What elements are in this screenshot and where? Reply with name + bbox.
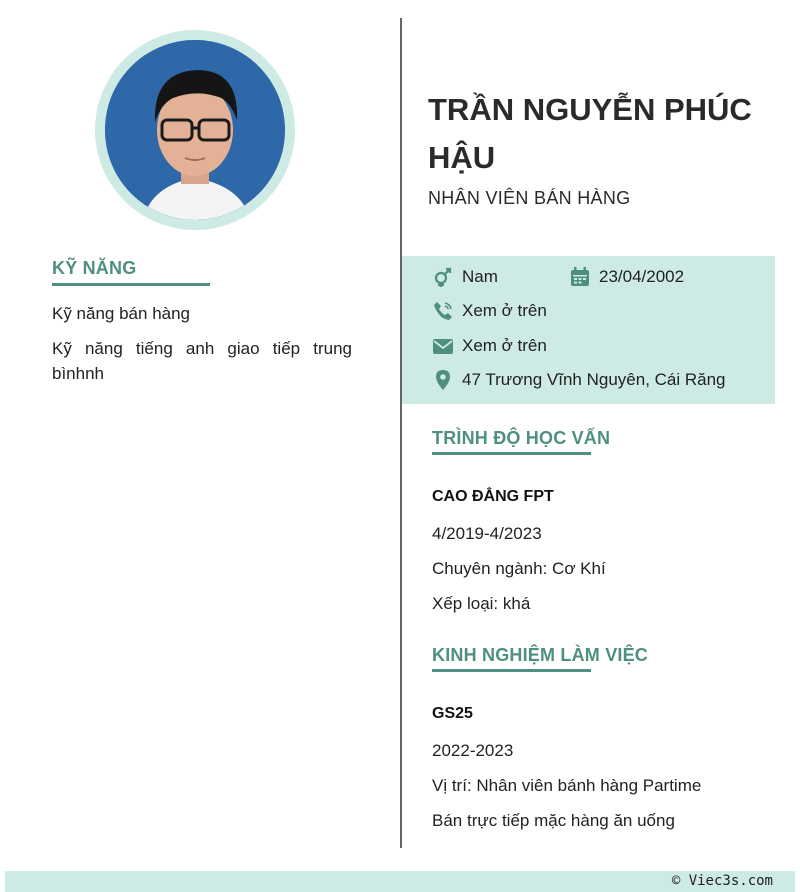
contact-gender: [432, 266, 498, 288]
education-grade: Xếp loại: khá: [432, 594, 531, 613]
contact-phone: [432, 300, 547, 322]
birthday-value: 23/04/2002: [599, 267, 685, 286]
education-major: Chuyên ngành: Cơ Khí: [432, 559, 606, 578]
phone-value: Xem ở trên: [462, 301, 547, 320]
education-school: CAO ĐẲNG FPT: [432, 488, 554, 505]
avatar-frame: [95, 30, 295, 230]
email-icon: [432, 335, 454, 357]
contact-birthday: [569, 266, 684, 288]
column-divider: [400, 18, 402, 848]
address-value: 47 Trương Vĩnh Nguyên, Cái Răng: [462, 370, 726, 389]
footer-bar: [5, 871, 795, 892]
experience-position: Vị trí: Nhân viên bánh hàng Partime: [432, 776, 702, 795]
email-value: Xem ở trên: [462, 336, 547, 355]
full-name: TRẦN NGUYỄN PHÚC HẬU: [428, 92, 752, 175]
gender-icon: [432, 266, 454, 288]
experience-title: KINH NGHIỆM LÀM VIỆC: [432, 645, 649, 665]
footer-watermark: © Viec3s.com: [671, 873, 773, 889]
contact-address: [432, 369, 726, 391]
location-pin-icon: [432, 369, 454, 391]
education-title-underline: [432, 452, 591, 455]
experience-title-underline: [432, 669, 591, 672]
skill-item: Kỹ năng bán hàng: [52, 304, 191, 323]
experience-period: 2022-2023: [432, 741, 514, 760]
skill-item: Kỹ năng tiếng anh giao tiếp trung bìnhnh: [52, 339, 352, 383]
skills-title-underline: [52, 283, 210, 286]
contact-email: [432, 335, 547, 357]
phone-icon: [432, 300, 454, 322]
education-period: 4/2019-4/2023: [432, 524, 542, 543]
education-title: TRÌNH ĐỘ HỌC VẤN: [432, 428, 611, 448]
calendar-icon: [569, 266, 591, 288]
skills-title: KỸ NĂNG: [52, 258, 137, 278]
experience-company: GS25: [432, 705, 473, 722]
avatar: [105, 40, 285, 220]
job-title: NHÂN VIÊN BÁN HÀNG: [428, 188, 631, 208]
experience-description: Bán trực tiếp mặc hàng ăn uống: [432, 811, 675, 830]
contact-info-box: [402, 256, 775, 404]
gender-value: Nam: [462, 267, 498, 286]
